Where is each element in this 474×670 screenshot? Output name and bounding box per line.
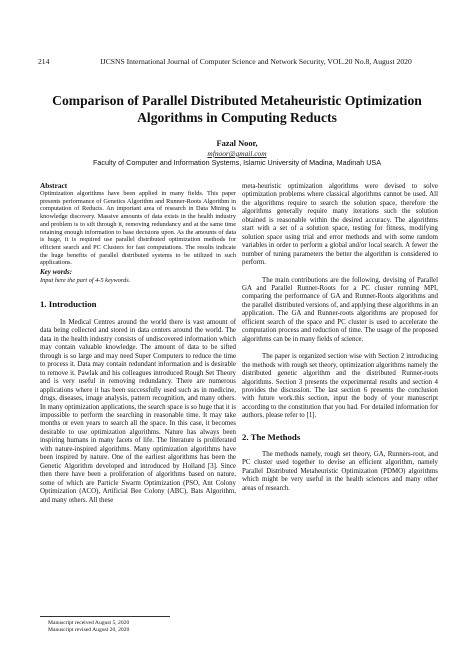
journal-title: IJCSNS International Journal of Computer Science and Network Security, VOL.20 No.8, August 2020: [100, 57, 412, 66]
keywords-heading: Key words:: [40, 268, 73, 277]
abstract-heading: Abstract: [40, 181, 68, 190]
page-number: 214: [38, 57, 50, 66]
author-affiliation: Faculty of Computer and Information Systems, Islamic University of Madina, Madinah USA: [92, 158, 381, 167]
section-2-heading: 2. The Methods: [242, 431, 301, 442]
contributions-paragraph: The main contributions are the following, devising of Parallel GA and Parallel Runner-Roots for a PC cluster running MPI, comparing the performance of GA and Runner-Roots algorithms and the parallel distributed versions of, and applying these algorithms in an application. The GA and Runner-roots algorithms are proposed for efficient search of the space and PC cluster is used to accelerate the computation process and reduction of time. The usage of the proposed algorithms can be in many fields of science.: [242, 276, 438, 343]
section-1-heading: 1. Introduction: [40, 299, 97, 310]
author-email-link[interactable]: mfnoor@gmail.com: [207, 149, 267, 158]
paper-title: Comparison of Parallel Distributed Metaheuristic Optimization Algorithms in Computing Reducts: [52, 93, 422, 125]
abstract-text: Optimization algorithms have been applied in many fields. This paper presents performance of Genetics Algorithm and Runner-Roots Algorithm in computation of Reducts. An important area of research in Data Mining is knowledge discovery. Massive amounts of data exists in the health industry and problem is to sift through it, removing redundancy and at the same time retaining enough information to base decisions upon. As the amounts of data is huge, it is required use parallel distributed optimization methods for efficient search and PC Clusters for fast computations. The results indicate the huge benefits of parallel distributed systems to be utilized in such applications.: [40, 190, 236, 267]
running-header: [38, 57, 434, 66]
organization-paragraph: The paper is organized section wise with Section 2 introducing the methods with rough set theory, optimization algorithms namely the distributed genetic algorithm and the distributed Runner-roots algorithms. Section 3 presents the experimental results and section 4 provides the discussion. The last section 6 presents the conclusion with future work.this section, input the body of your manuscript according to the constitution that you had. For detailed information for authors, please refer to [1].: [242, 353, 438, 420]
manuscript-received: Manuscript received August 5, 2020: [48, 620, 130, 626]
right-column: [242, 183, 438, 493]
methods-paragraph: The methods namely, rough set theory, GA, Runners-root, and PC cluster used together to devise an efficient algorithm, namely Parallel Distributed Metaheuristic Optimization (PDMO) algorithms which might be very useful in the health sciences and many other areas of research.: [242, 450, 438, 492]
author-name: Fazal Noor,: [216, 139, 258, 148]
keywords-text: Input here the part of 4-5 keywords.: [40, 277, 131, 285]
left-column: [40, 183, 236, 505]
continuation-paragraph: meta-heuristic optimization algorithms were devised to solve optimization problems where classical algorithms cannot be used. All the algorithms require to search the solution space, therefore the algorithms generally require many iterations such the solution obtained is reasonable within the desired accuracy. The algorithms start with a set of a solution space, testing for fitness, modifying solution space using trial and error methods and with some random variables in order to perform a global and/or local search. A fewer the number of tuning parameters the better the algorithm is considered to perform.: [242, 183, 438, 267]
footnotes: [40, 616, 170, 634]
introduction-paragraph: In Medical Centres around the world there is vast amount of data being collected and stored in data centers around the world. The data in the health industry consists of undiscovered information which may contain valuable knowledge. The amount of data to be sifted through is so large and may need Super Computers to reduce the time to process it. Data may contain redundant information and is desirable to remove it. Pawlak and his colleagues introduced Rough Set Theory and is very useful in removing redundancy. There are numerous applications where it has been successfully used such as in medicine, drugs, diseases, image analysis, pattern recognition, and many others. In many optimization applications, the search space is so huge that it is impossible to perform the searching in reasonable time. It may take months or even years to search all the space. In this case, it becomes desirable to use optimization algorithms. Nature has always been inspiring humans in many facets of life. The literature is proliferated with nature-inspired algorithms. Many optimization algorithms have been inspired by nature. One of the earliest algorithms has been the Genetic Algorithm developed and introduced by Holland [3]. Since then there have been a proliferation of algorithms based on nature, some of which are Particle Swarm Optimization (PSO, Ant Colony Optimization (ACO), Artificial Bee Colony (ABC), Bats Algorithm, and many others. All these: [40, 319, 236, 504]
manuscript-revised: Manuscript revised August 20, 2020: [48, 627, 130, 633]
